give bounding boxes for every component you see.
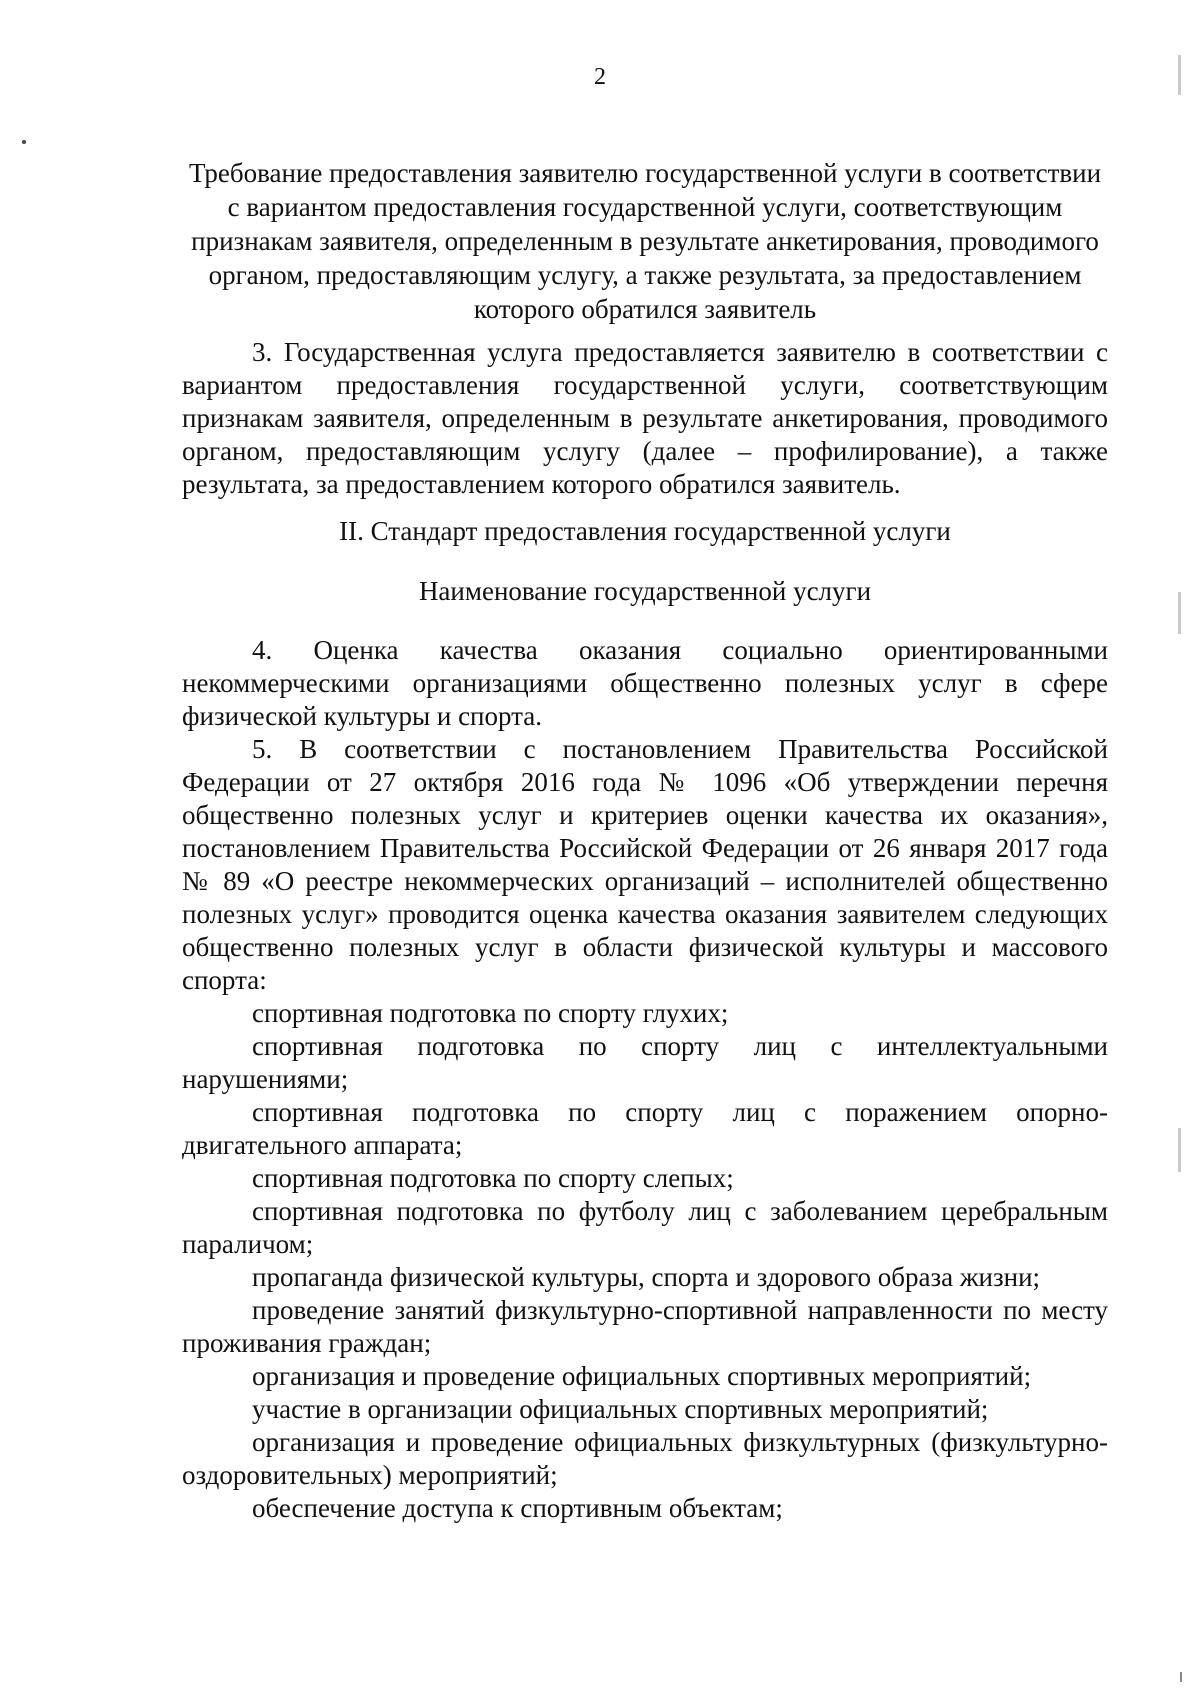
service-item: спортивная подготовка по футболу лиц с заболеванием церебральным параличом; xyxy=(182,1196,1108,1259)
scan-margin-mark xyxy=(1178,1128,1181,1172)
service-item: пропаганда физической культуры, спорта и здорового образа жизни; xyxy=(252,1262,1041,1292)
service-item: организация и проведение официальных физкультурных (физкультурно-оздоровительных) мероприятий; xyxy=(182,1427,1108,1490)
paragraph-5: 5. В соответствии с постановлением Правительства Российской Федерации от 27 октября 2016 года № 1096 «Об утверждении перечня общественно полезных услуг и критериев оценки качества их оказания», постановлением Правительства Российской Федерации от 26 января 2017 года № 89 «О реестре некоммерческих организаций – исполнителей общественно полезных услуг» проводится оценка качества оказания заявителем следующих общественно полезных услуг в области физической культуры и массового спорта: xyxy=(182,734,1108,995)
scan-speck xyxy=(1180,1672,1182,1682)
service-item: обеспечение доступа к спортивным объектам; xyxy=(252,1493,783,1523)
service-item: участие в организации официальных спортивных мероприятий; xyxy=(252,1394,989,1424)
scan-margin-mark xyxy=(1178,55,1181,95)
body-text xyxy=(182,634,1108,1525)
paragraph-3: 3. Государственная услуга предоставляется заявителю в соответствии с вариантом предоставления государственной услуги, соответствующим признакам заявителя, определенным в результате анкетирования, проводимого органом, предоставляющим услугу (далее – профилирование), а также результата, за предоставлением которого обратился заявитель. xyxy=(182,337,1108,499)
service-item: организация и проведение официальных спортивных мероприятий; xyxy=(252,1361,1032,1391)
service-item: проведение занятий физкультурно-спортивной направленности по месту проживания граждан; xyxy=(182,1295,1108,1358)
scan-margin-mark xyxy=(1178,592,1181,634)
service-item: спортивная подготовка по спорту лиц с интеллектуальными нарушениями; xyxy=(182,1031,1108,1094)
service-item: спортивная подготовка по спорту лиц с поражением опорно-двигательного аппарата; xyxy=(182,1097,1108,1160)
page-number: 2 xyxy=(594,64,606,90)
paragraph-3-block xyxy=(182,336,1108,501)
paragraph-4: 4. Оценка качества оказания социально ориентированными некоммерческими организациями общественно полезных услуг в сфере физической культуры и спорта. xyxy=(182,635,1108,731)
subsection-heading: Наименование государственной услуги xyxy=(418,576,872,606)
requirement-heading: Требование предоставления заявителю государственной услуги в соответствии с вариантом предоставления государственной услуги, соответствующим признакам заявителя, определенным в результате анкетирования, проводимого органом, предоставляющим услугу, а также результата, за предоставлением которого обратился заявитель xyxy=(188,158,1102,324)
service-item: спортивная подготовка по спорту слепых; xyxy=(252,1163,734,1193)
scan-speck xyxy=(22,140,26,144)
section-heading: II. Стандарт предоставления государственной услуги xyxy=(339,516,951,546)
service-item: спортивная подготовка по спорту глухих; xyxy=(252,998,729,1028)
